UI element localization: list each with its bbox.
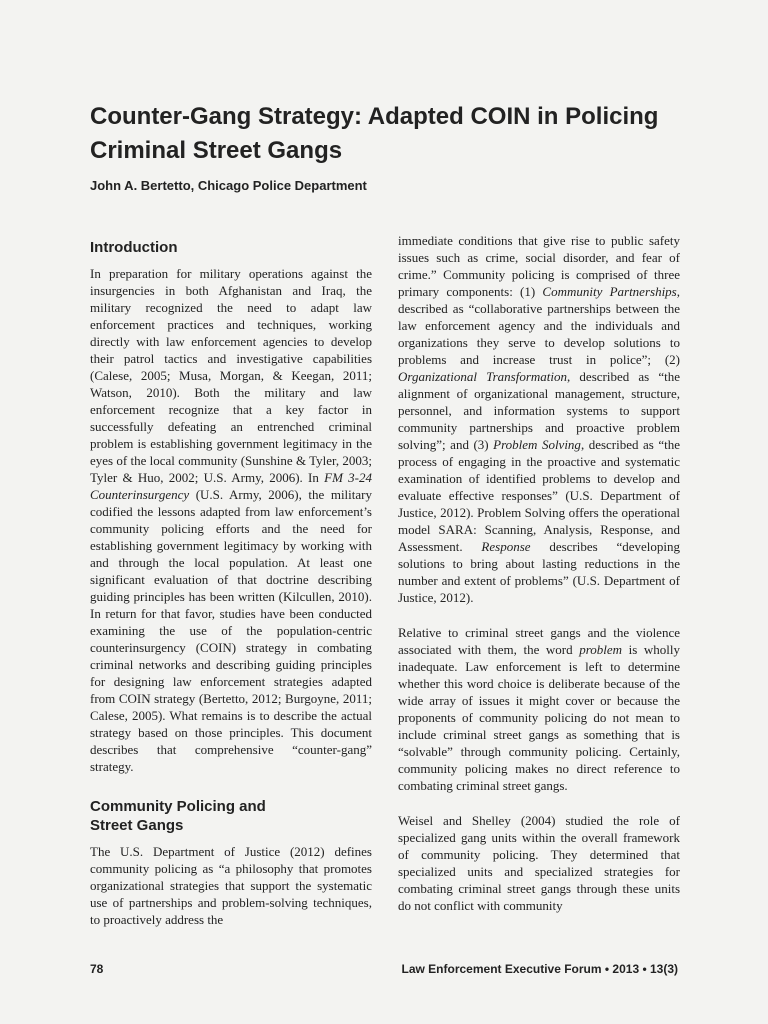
problem-word-paragraph: Relative to criminal street gangs and the violence associated with them, the word problem is wholly inadequate. Law enforcement is left to determine whether this word choice is deliberate because of the wide array of issues it might cover or because the proponents of community policing do not mean to include criminal street gangs as something that is “solvable” through community policing. Certainly, community policing makes no direct reference to combating criminal street gangs. [398,625,680,793]
author-byline: John A. Bertetto, Chicago Police Department [90,178,367,193]
community-policing-heading: Community Policing and Street Gangs [90,798,266,834]
introduction-paragraph: In preparation for military operations against the insurgencies in both Afghanistan and Iraq, the military recognized the need to adapt law enforcement practices and techniques, working directly with law enforcement agencies to develop their patrol tactics and investigative capabilities (Calese, 2005; Musa, Morgan, & Keegan, 2011; Watson, 2010). Both the military and law enforcement recognize that a key factor in successfully defeating an entrenched criminal problem is establishing government legitimacy in the eyes of the local community (Sunshine & Tyler, 2003; Tyler & Huo, 2002; U.S. Army, 2006). In FM 3-24 Counterinsurgency (U.S. Army, 2006), the military codified the lessons adapted from law enforcement’s community policing efforts and the need for establishing government legitimacy by working with and through the local population. At least one significant evaluation of that doctrine describing guiding principles has been written (Kilcullen, 2010). In return for that favor, studies have been conducted examining the use of the population-centric counterinsurgency (COIN) strategy in combating criminal networks and describing guiding principles for designing law enforcement strategies adapted from COIN strategy (Bertetto, 2012; Burgoyne, 2011; Calese, 2005). What remains is to describe the actual strategy based on those principles. This document describes that comprehensive “counter-gang” strategy. [90,266,372,774]
introduction-heading: Introduction [90,239,178,256]
left-column [90,232,372,928]
fm-3-24-title: FM 3-24 Counterinsurgency [90,470,372,502]
weisel-shelley-paragraph: Weisel and Shelley (2004) studied the role of specialized gang units within the overall framework of community policing. They determined that specialized units and specialized strategies for combating criminal street gangs through these units do not conflict with community [398,813,680,913]
journal-citation: Law Enforcement Executive Forum • 2013 • 13(3) [401,962,678,976]
community-policing-paragraph: The U.S. Department of Justice (2012) defines community policing as “a philosophy that promotes organizational strategies that support the systematic use of partnerships and problem-solving techniques, to proactively address the [90,844,372,927]
right-column [398,232,680,914]
page-number: 78 [90,962,104,976]
article-title: Counter-Gang Strategy: Adapted COIN in Policing Criminal Street Gangs [90,103,659,164]
components-paragraph: immediate conditions that give rise to public safety issues such as crime, social disorder, and fear of crime.” Community policing is comprised of three primary components: (1) Community Partnerships, described as “collaborative partnerships between the law enforcement agency and the individuals and organizations they serve to develop solutions to problems and increase trust in police”; (2) Organizational Transformation, described as “the alignment of organizational management, structure, personnel, and information systems to support community partnerships and proactive problem solving”; and (3) Problem Solving, described as “the process of engaging in the proactive and systematic examination of identified problems to develop and evaluate effective responses” (U.S. Department of Justice, 2012). Problem Solving offers the operational model SARA: Scanning, Analysis, Response, and Assessment. Response describes “developing solutions to bring about lasting reductions in the number and extent of problems” (U.S. Department of Justice, 2012). [398,233,681,605]
